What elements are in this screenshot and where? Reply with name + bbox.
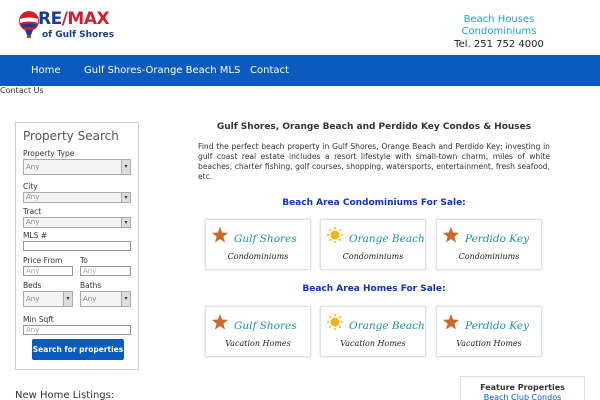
starfish-icon [211,226,229,244]
property-type-label: Property Type [23,149,75,158]
beach-club-condos-link[interactable]: Beach Club Condos [483,393,562,400]
new-listings-heading: New Home Listings: [15,390,115,400]
tile-gulf-shores-homes[interactable] [205,306,311,357]
page-title: Gulf Shores, Orange Beach and Perdido Key Condos & Houses [216,122,532,132]
nav-mls[interactable]: Gulf Shores-Orange Beach MLS [84,65,241,76]
logo-wordmark: RE/MAX [38,9,110,29]
logo-subtitle: of Gulf Shores [42,30,115,40]
tract-select[interactable]: Any ▾ [23,217,131,228]
header-contact [444,14,554,51]
beds-label: Beds [23,281,42,290]
starfish-icon [442,226,460,244]
nav-contact[interactable]: Contact [250,65,289,76]
city-label: City [23,182,38,191]
tile-type: Condominiums [458,252,520,261]
tile-name: Gulf Shores [234,233,297,245]
condominiums-link[interactable]: Condominiums [461,26,537,37]
price-from-label: Price From [23,256,63,265]
tile-name: Perdido Key [465,233,529,245]
chevron-down-icon: ▾ [121,160,130,174]
mls-label: MLS # [23,231,48,240]
tile-type: Vacation Homes [225,339,291,348]
chevron-down-icon: ▾ [121,193,130,202]
main-nav [0,55,600,86]
tile-name: Orange Beach [349,233,425,245]
sun-icon [326,226,344,244]
beds-select[interactable]: Any ▾ [23,291,73,307]
search-title: Property Search [23,129,119,143]
chevron-down-icon: ▾ [63,292,72,306]
feature-properties-title: Feature Properties [480,383,565,392]
contact-us-link[interactable]: Contact Us [0,86,44,95]
tile-perdido-key-condos[interactable] [436,219,542,270]
tile-type: Condominiums [227,252,289,261]
price-from-input[interactable]: Any [23,266,73,276]
starfish-icon [211,313,229,331]
feature-properties-panel [460,376,585,400]
tile-perdido-key-homes[interactable] [436,306,542,357]
min-sqft-input[interactable]: Any [23,325,131,335]
search-properties-button[interactable]: Search for properties [32,339,124,360]
tile-name: Gulf Shores [234,320,297,332]
tile-orange-beach-condos[interactable] [320,219,426,270]
homes-heading: Beach Area Homes For Sale: [302,284,446,294]
phone-number: Tel. 251 752 4000 [454,39,544,50]
tile-type: Vacation Homes [456,339,522,348]
beach-houses-link[interactable]: Beach Houses [463,14,535,25]
baths-label: Baths [80,281,102,290]
tile-type: Condominiums [342,252,404,261]
chevron-down-icon: ▾ [121,292,130,306]
intro-paragraph: Find the perfect beach property in Gulf Shores, Orange Beach and Perdido Key; investing in gulf coast real estate includes a resort lifestyle with small-town charm, miles of white beaches, charter fishing, golf courses, shopping, watersports, entertainment, fresh seafood, etc. [198,142,550,181]
baths-select[interactable]: Any ▾ [80,291,131,307]
mls-input[interactable] [23,241,131,251]
hot-air-balloon-icon [18,11,40,38]
starfish-icon [442,313,460,331]
tile-gulf-shores-condos[interactable] [205,219,311,270]
tract-label: Tract [23,207,42,216]
condos-heading: Beach Area Condominiums For Sale: [282,198,466,208]
property-search-panel [15,122,139,370]
remax-logo[interactable] [14,9,124,49]
site-header [0,0,600,55]
chevron-down-icon: ▾ [121,218,130,227]
tile-type: Vacation Homes [340,339,406,348]
price-to-input[interactable]: Any [80,266,131,276]
city-select[interactable]: Any ▾ [23,192,131,203]
tile-orange-beach-homes[interactable] [320,306,426,357]
property-type-select[interactable]: Any ▾ [23,159,131,175]
tile-name: Perdido Key [465,320,529,332]
tile-name: Orange Beach [349,320,425,332]
min-sqft-label: Min Sqft [23,315,54,324]
sun-icon [326,313,344,331]
price-to-label: To [80,256,88,265]
nav-home[interactable]: Home [31,65,61,76]
